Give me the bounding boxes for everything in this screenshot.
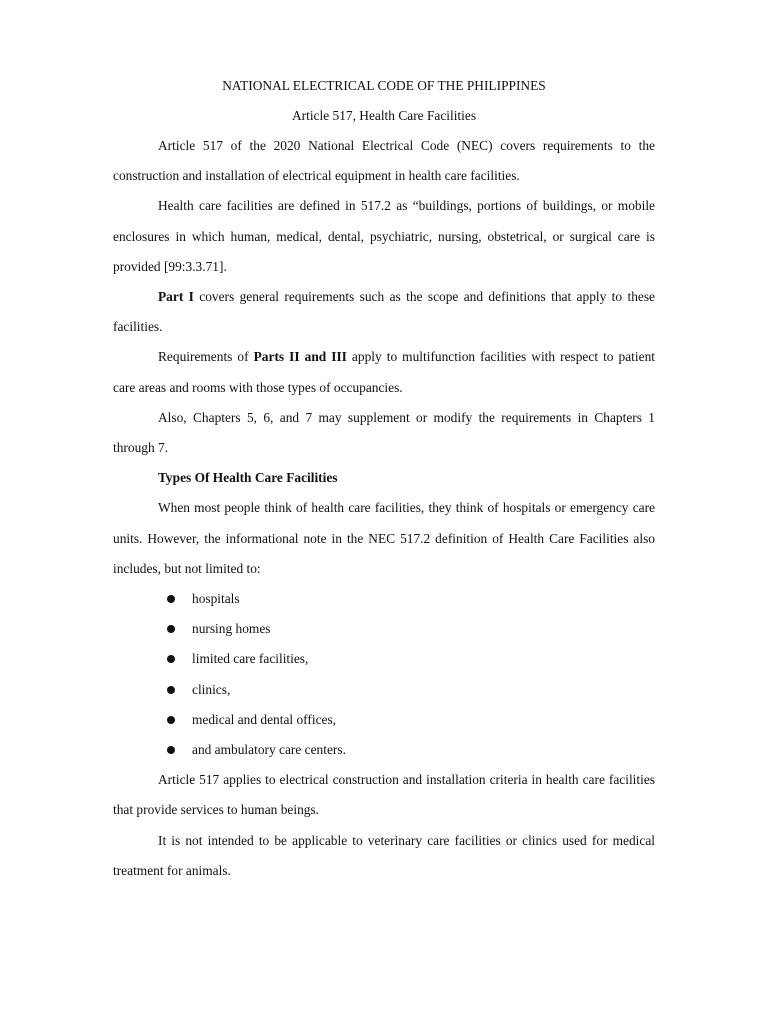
list-item-text: nursing homes [192,621,271,637]
list-item [165,584,655,614]
paragraph-intro: Article 517 of the 2020 National Electrical Code (NEC) covers requirements to the construction and installation of electrical equipment in health care facilities. [113,138,655,184]
list-item [165,675,655,705]
part-one-text: covers general requirements such as the scope and definitions that apply to these facilities. [113,289,655,335]
list-item-text: hospitals [192,591,240,607]
paragraph-types-intro: When most people think of health care facilities, they think of hospitals or emergency care units. However, the informational note in the NEC 517.2 definition of Health Care Facilities also includes, but not limited to: [113,500,655,576]
list-item [165,705,655,735]
list-item-text: limited care facilities, [192,651,309,667]
list-item-text: and ambulatory care centers. [192,742,346,758]
list-item [165,735,655,765]
section-heading-types: Types Of Health Care Facilities [158,470,338,486]
paragraph-scope: Article 517 applies to electrical construction and installation criteria in health care facilities that provide services to human beings. [113,772,655,818]
parts-two-three-prefix: Requirements of [158,349,254,365]
bullet-icon [167,716,175,724]
list-item [165,644,655,674]
part-one-bold: Part I [158,289,194,305]
list-item [165,614,655,644]
document-title: NATIONAL ELECTRICAL CODE OF THE PHILIPPINES [222,78,546,93]
bullet-icon [167,625,175,633]
document-subtitle: Article 517, Health Care Facilities [291,108,477,123]
paragraph-chapters: Also, Chapters 5, 6, and 7 may supplement or modify the requirements in Chapters 1 through 7. [113,409,655,456]
bullet-icon [167,686,175,694]
bullet-icon [167,595,175,603]
facility-type-list [113,584,655,765]
paragraph-exclusion: It is not intended to be applicable to veterinary care facilities or clinics used for medical treatment for animals. [113,832,655,878]
bullet-icon [167,746,175,754]
parts-two-three-bold: Parts II and III [253,349,347,365]
paragraph-part-one [113,282,655,342]
paragraph-parts-two-three [113,342,655,402]
bullet-icon [167,655,175,663]
parts-two-three-text: apply to multifunction facilities with respect to patient care areas and rooms with those types of occupancies. [113,349,655,395]
document-body [113,71,655,886]
paragraph-definition: Health care facilities are defined in 517.2 as “buildings, portions of buildings, or mobile enclosures in which human, medical, dental, psychiatric, nursing, obstetrical, or surgical care is provided [99:3.3.71]. [113,198,655,274]
list-item-text: clinics, [192,681,231,697]
list-item-text: medical and dental offices, [192,711,337,727]
